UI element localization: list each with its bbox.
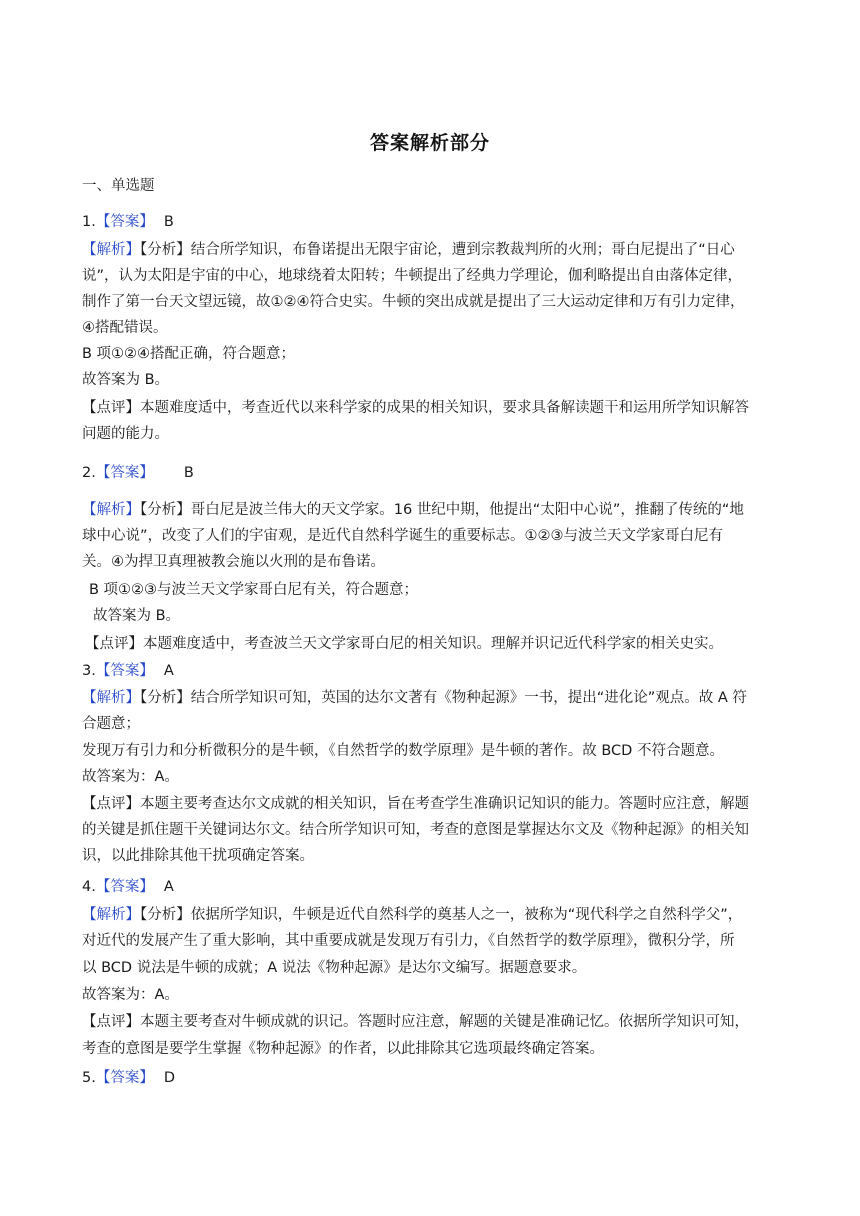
q2-conclusion: 故答案为 B。 <box>93 608 181 624</box>
q3-comment-line-2: 的关键是抓住题干关键词达尔文。结合所学知识可知，考查的意图是掌握达尔文及《物种起源》的相关知 <box>82 822 749 838</box>
q4-analysis-line-1 <box>82 905 782 925</box>
q4-conclusion: 故答案为：A。 <box>82 987 179 1003</box>
q3-analysis-line-1 <box>82 688 782 708</box>
q4-comment-line-2: 考查的意图是要学生掌握《物种起源》的作者，以此排除其它选项最终确定答案。 <box>82 1041 604 1057</box>
q2-answer-line <box>82 463 782 483</box>
q5-number: 5. <box>82 1070 96 1086</box>
q4-analysis-line-2: 对近代的发展产生了重大影响，其中重要成就是发现万有引力，《自然哲学的数学原理》，微积分学，所 <box>82 933 735 949</box>
q2-number: 2. <box>82 465 96 481</box>
q5-answer-value: D <box>163 1070 176 1086</box>
q3-analysis-line-2: 合题意； <box>82 716 140 732</box>
q4-comment-line-1: 【点评】本题主要考查对牛顿成就的识记。答题时应注意，解题的关键是准确记忆。依据所学知识可知， <box>82 1014 749 1030</box>
q4-analysis-line-3: 以 BCD 说法是牛顿的成就；A 说法《物种起源》是达尔文编写。据题意要求。 <box>82 960 587 976</box>
q4-analysis-text: 【分析】依据所学知识，牛顿是近代自然科学的奠基人之一，被称为“现代科学之自然科学父”， <box>140 907 743 923</box>
q3-analysis-tag: 【解析】 <box>82 690 140 706</box>
q2-comment: 【点评】本题难度适中，考查波兰天文学家哥白尼的相关知识。理解并识记近代科学家的相关史实。 <box>85 636 723 652</box>
q1-answer-tag: 【答案】 <box>95 214 154 230</box>
q2-analysis-tag: 【解析】 <box>82 502 140 518</box>
q3-number: 3. <box>82 663 96 679</box>
q1-analysis-tag: 【解析】 <box>82 242 140 258</box>
q3-answer-line <box>82 661 782 681</box>
q2-analysis-line-4: B 项①②③与波兰天文学家哥白尼有关，符合题意； <box>89 582 419 598</box>
q2-analysis-line-3: 关。④为捍卫真理被教会施以火刑的是布鲁诺。 <box>82 554 385 570</box>
q2-analysis-line-1 <box>82 500 782 520</box>
q2-answer-tag: 【答案】 <box>95 465 154 481</box>
q3-comment-line-1: 【点评】本题主要考查达尔文成就的相关知识，旨在考查学生准确识记知识的能力。答题时应注意，解题 <box>82 796 749 812</box>
q3-answer-tag: 【答案】 <box>95 663 154 679</box>
page-title: 答案解析部分 <box>369 132 490 154</box>
q2-analysis-line-2: 球中心说”，改变了人们的宇宙观，是近代自然科学诞生的重要标志。①②③与波兰天文学家哥白尼有 <box>82 528 724 544</box>
q1-comment-line-2: 问题的能力。 <box>82 426 169 442</box>
q1-analysis-line-4: ④搭配错误。 <box>82 320 168 336</box>
q1-comment-line-1: 【点评】本题难度适中，考查近代以来科学家的成果的相关知识，要求具备解读题干和运用所学知识解答 <box>82 400 749 416</box>
q1-number: 1. <box>82 214 96 230</box>
q5-answer-line <box>82 1068 782 1088</box>
q1-analysis-line-3: 制作了第一台天文望远镜，故①②④符合史实。牛顿的突出成就是提出了三大运动定律和万有引力定律， <box>82 294 745 310</box>
q2-analysis-text: 【分析】哥白尼是波兰伟大的天文学家。16 世纪中期，他提出“太阳中心说”，推翻了传统的“地 <box>140 502 744 518</box>
q1-conclusion: 故答案为 B。 <box>82 372 170 388</box>
q4-answer-tag: 【答案】 <box>95 879 154 895</box>
q3-answer-value: A <box>163 663 174 679</box>
q4-answer-line <box>82 877 782 897</box>
q5-answer-tag: 【答案】 <box>95 1070 154 1086</box>
q3-comment-line-3: 识，以此排除其他干扰项确定答案。 <box>82 848 314 864</box>
q4-analysis-tag: 【解析】 <box>82 907 140 923</box>
q1-analysis-line-1 <box>82 240 782 260</box>
q3-analysis-line-3: 发现万有引力和分析微积分的是牛顿，《自然哲学的数学原理》是牛顿的著作。故 BCD 不符合题意。 <box>82 743 724 759</box>
q4-answer-value: A <box>163 879 174 895</box>
q2-answer-value: B <box>183 465 194 481</box>
q1-answer-value: B <box>163 214 174 230</box>
q1-analysis-text: 【分析】结合所学知识，布鲁诺提出无限宇宙论，遭到宗教裁判所的火刑；哥白尼提出了“日心 <box>140 242 735 258</box>
q3-conclusion: 故答案为：A。 <box>82 769 179 785</box>
q1-analysis-line-2: 说”，认为太阳是宇宙的中心，地球绕着太阳转；牛顿提出了经典力学理论，伽利略提出自由落体定律， <box>82 268 743 284</box>
q3-analysis-text: 【分析】结合所学知识可知，英国的达尔文著有《物种起源》一书，提出“进化论”观点。故 A 符 <box>140 690 747 706</box>
q4-number: 4. <box>82 879 96 895</box>
q1-answer-line <box>82 212 782 232</box>
section-heading: 一、单选题 <box>82 178 155 194</box>
q1-analysis-line-5: B 项①②④搭配正确，符合题意； <box>82 346 296 362</box>
